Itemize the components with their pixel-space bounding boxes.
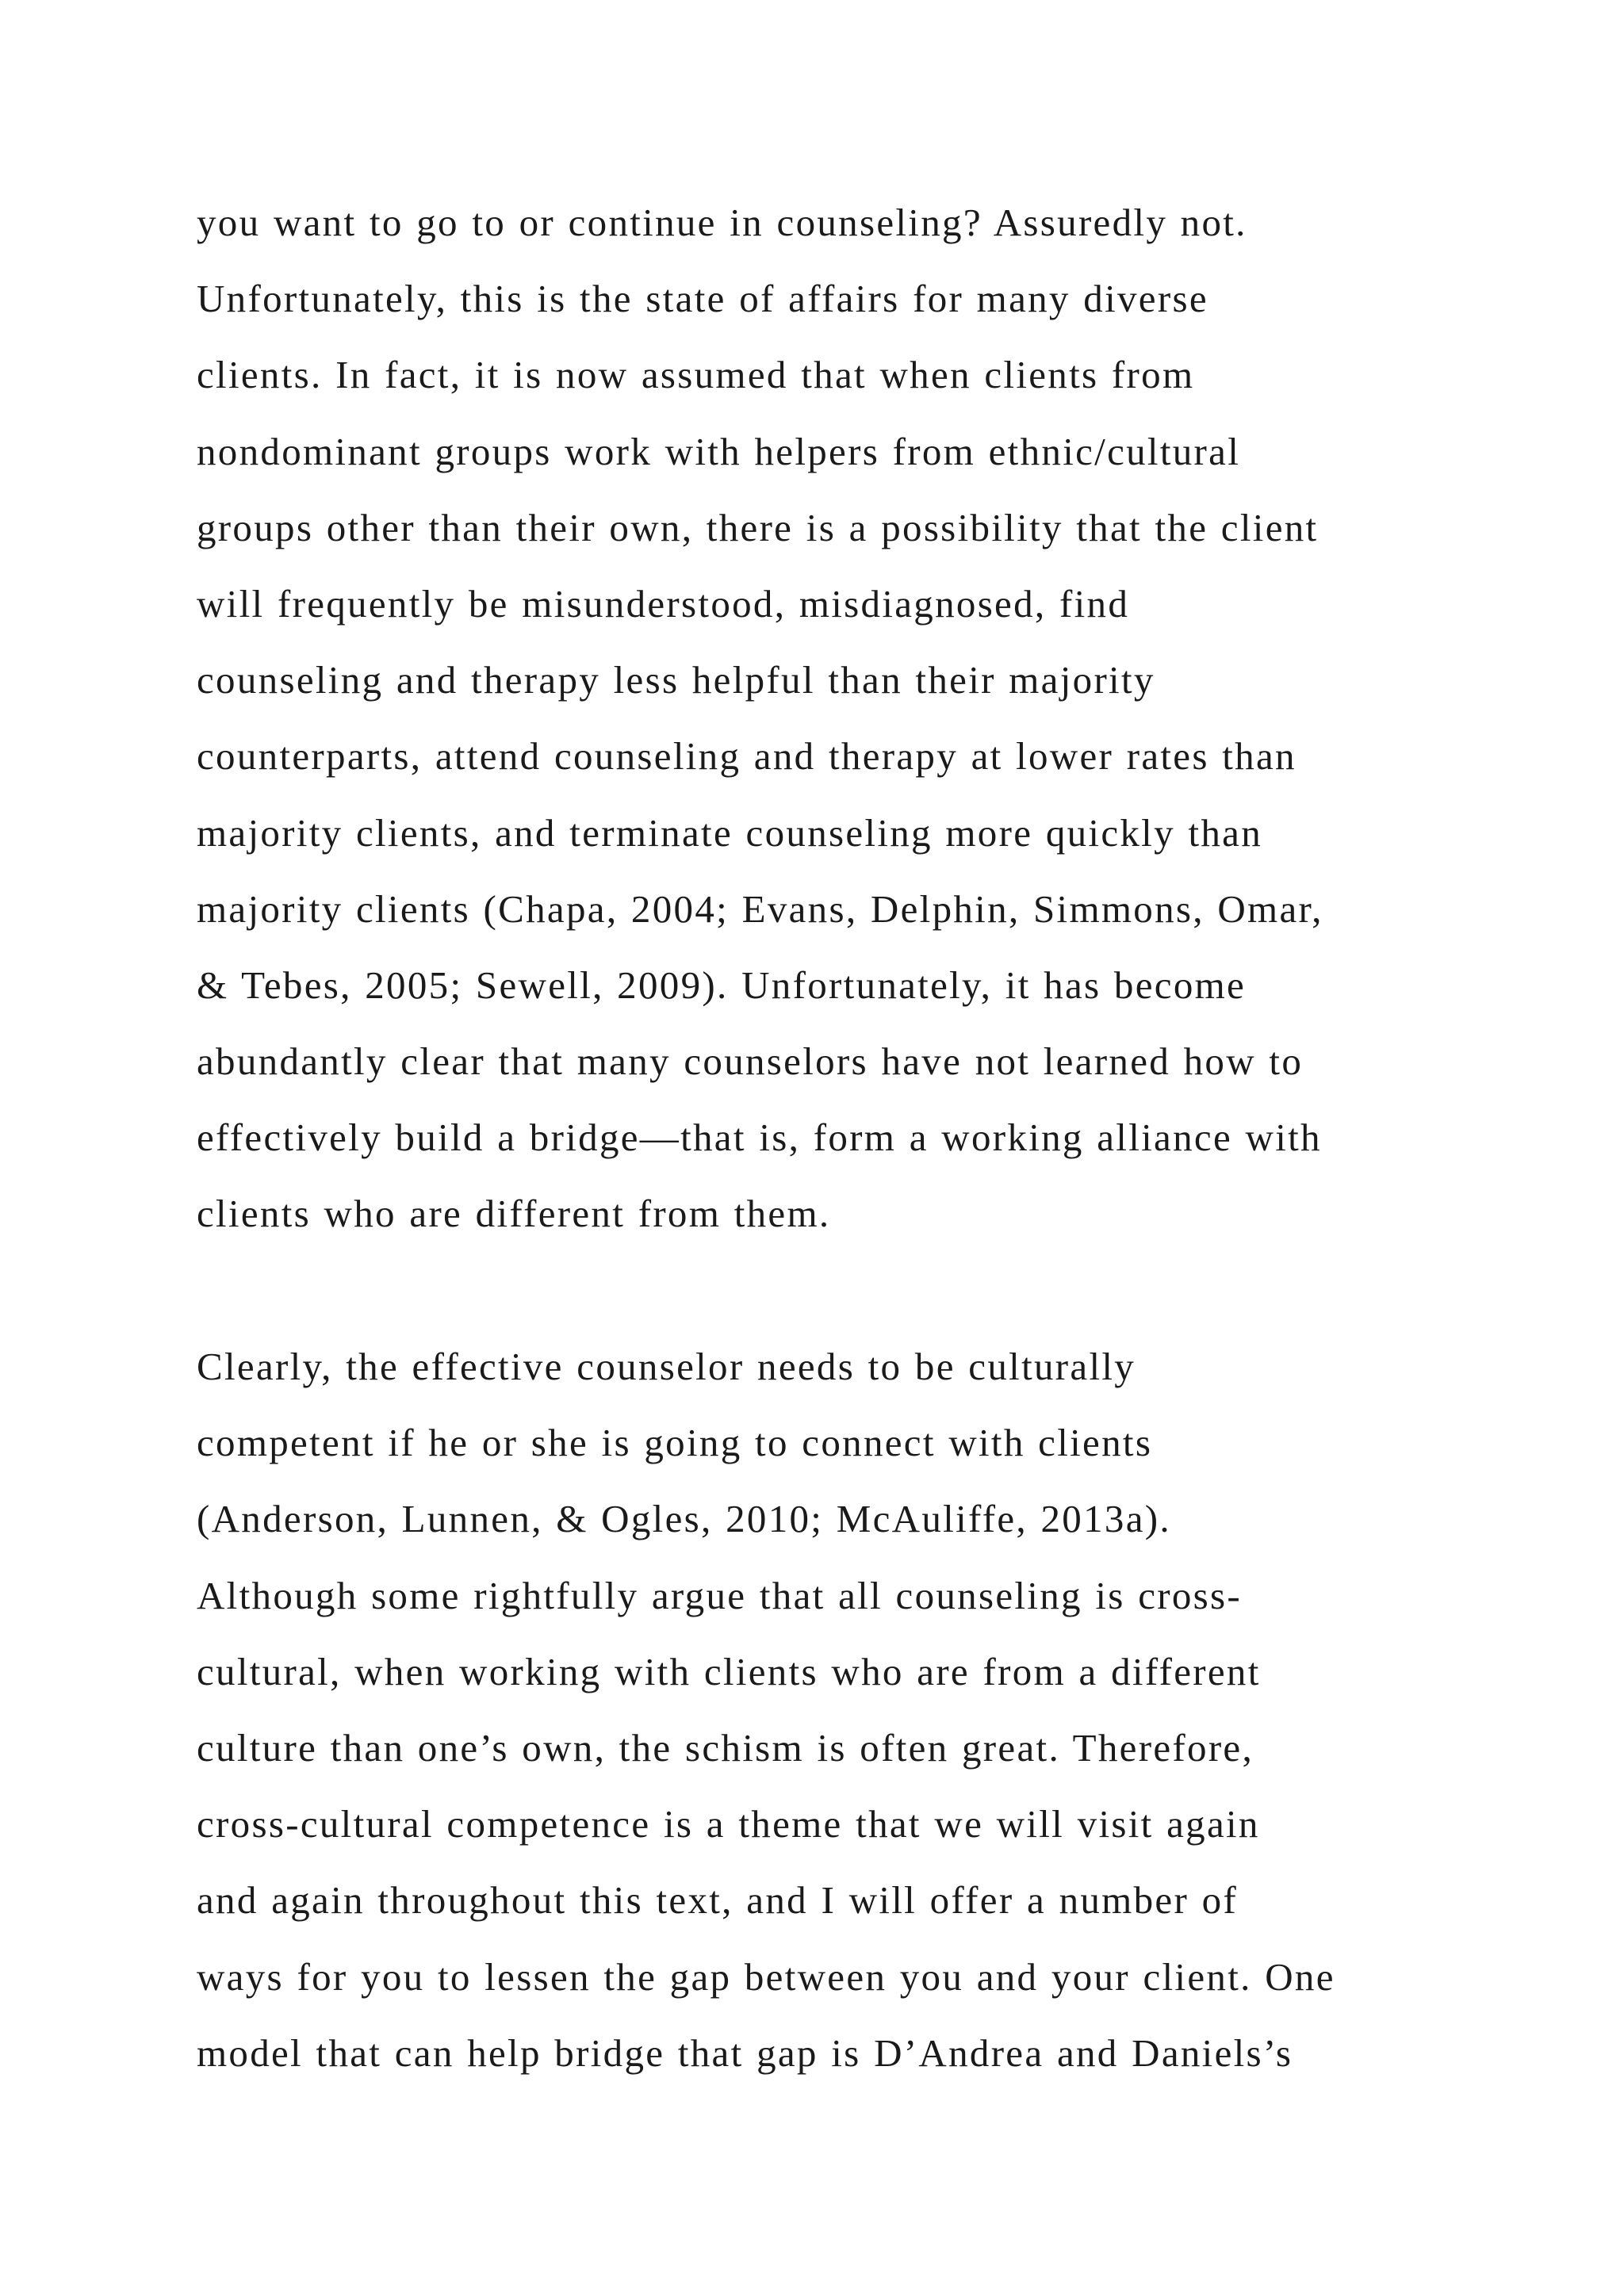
text-line: & Tebes, 2005; Sewell, 2009). Unfortunately, it has become (197, 962, 1247, 1007)
text-line: Although some rightfully argue that all counseling is cross- (197, 1573, 1243, 1617)
text-line: counseling and therapy less helpful than their majority (197, 658, 1155, 702)
text-line: and again throughout this text, and I will offer a number of (197, 1878, 1239, 1923)
text-line: (Anderson, Lunnen, & Ogles, 2010; McAuliffe, 2013a). (197, 1497, 1171, 1541)
text-line: groups other than their own, there is a possibility that the client (197, 505, 1319, 549)
text-line: cross-cultural competence is a theme that we will visit again (197, 1802, 1260, 1846)
text-line: ways for you to lessen the gap between you and your client. One (197, 1954, 1335, 1999)
paragraph-2 (197, 1329, 1497, 2091)
text-line: cultural, when working with clients who are from a different (197, 1649, 1261, 1693)
text-line: you want to go to or continue in counseling? Assuredly not. (197, 201, 1247, 244)
text-line: will frequently be misunderstood, misdiagnosed, find (197, 581, 1130, 626)
paragraph-1 (197, 185, 1497, 1253)
text-line: model that can help bridge that gap is D’Andrea and Daniels’s (197, 2030, 1293, 2075)
text-line: culture than one’s own, the schism is often great. Therefore, (197, 1725, 1254, 1770)
text-line: majority clients, and terminate counseling more quickly than (197, 810, 1263, 855)
text-line: Unfortunately, this is the state of affairs for many diverse (197, 277, 1208, 321)
text-line: competent if he or she is going to connect with clients (197, 1421, 1153, 1465)
text-line: majority clients (Chapa, 2004; Evans, Delphin, Simmons, Omar, (197, 886, 1323, 931)
text-line: Clearly, the effective counselor needs to be culturally (197, 1345, 1136, 1388)
text-line: clients who are different from them. (197, 1192, 831, 1236)
text-line: clients. In fact, it is now assumed that when clients from (197, 353, 1195, 397)
text-line: nondominant groups work with helpers from ethnic/cultural (197, 429, 1241, 473)
text-line: effectively build a bridge—that is, form a working alliance with (197, 1115, 1322, 1160)
text-line: abundantly clear that many counselors have not learned how to (197, 1039, 1304, 1084)
text-line: counterparts, attend counseling and therapy at lower rates than (197, 734, 1297, 779)
